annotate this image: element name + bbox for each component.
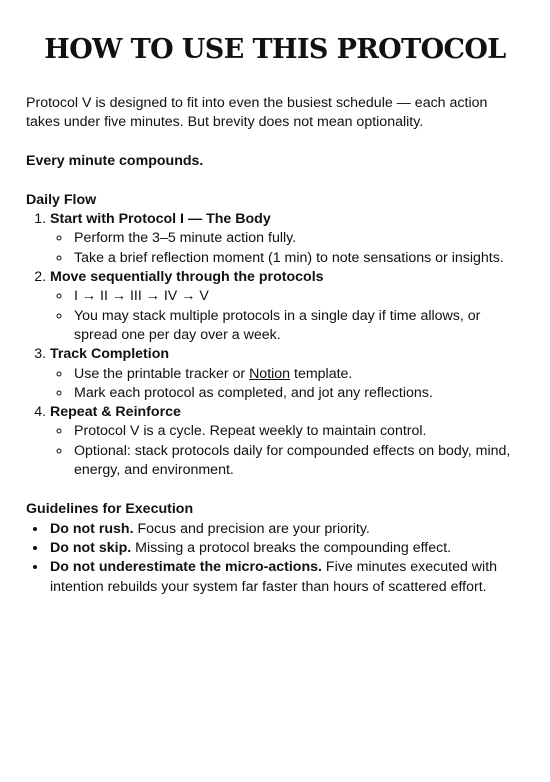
step-title: Repeat & Reinforce <box>50 404 181 421</box>
notion-link[interactable]: Notion <box>249 365 291 382</box>
step-title: Move sequentially through the protocols <box>50 269 324 286</box>
daily-flow-heading: Daily Flow <box>26 191 97 208</box>
page-title: HOW TO USE THIS PROTOCOL <box>44 34 506 65</box>
step-sublist <box>50 365 524 404</box>
guideline-text: Missing a protocol breaks the compounding effect. <box>131 539 452 556</box>
guideline-item <box>48 558 524 597</box>
daily-flow-list <box>26 210 524 480</box>
guideline-text: Five minutes executed with intention rebuilds your system far faster than hours of scattered effort. <box>50 559 498 595</box>
intro-paragraph: Protocol V is designed to fit into even the busiest schedule — each action takes under five minutes. But brevity does not mean optionality. <box>26 95 488 131</box>
guideline-item <box>48 520 524 539</box>
sub-item: ◦ I → II → III → IV → V <box>72 287 524 306</box>
step-sublist <box>50 229 524 268</box>
emphasis-line: Every minute compounds. <box>26 152 204 169</box>
step-item <box>50 210 524 268</box>
sub-item: ◦ Perform the 3–5 minute action fully. <box>72 229 524 248</box>
guideline-item <box>48 539 524 558</box>
sub-item <box>72 365 524 384</box>
step-item <box>50 403 524 480</box>
tracker-text-post: template. <box>290 365 353 382</box>
step-title: Track Completion <box>50 346 170 363</box>
guideline-bold: Do not skip. <box>50 539 132 556</box>
step-item <box>50 345 524 403</box>
step-sublist <box>50 422 524 480</box>
guidelines-list <box>26 520 524 597</box>
tracker-text-pre: Use the printable tracker or <box>74 365 250 382</box>
step-item <box>50 268 524 345</box>
step-sublist <box>50 287 524 345</box>
sub-item: ◦ Take a brief reflection moment (1 min) to note sensations or insights. <box>72 249 524 268</box>
guideline-bold: Do not rush. <box>50 520 134 537</box>
sub-item: ◦ Mark each protocol as completed, and jot any reflections. <box>72 384 524 403</box>
sub-item: ◦ Optional: stack protocols daily for compounded effects on body, mind, energy, and environment. <box>72 442 524 481</box>
sub-item: ◦ You may stack multiple protocols in a single day if time allows, or spread one per day over a week. <box>72 307 524 346</box>
step-title: Start with Protocol I — The Body <box>50 211 271 228</box>
guideline-text: Focus and precision are your priority. <box>133 520 370 537</box>
guidelines-heading: Guidelines for Execution <box>26 501 194 518</box>
guideline-bold: Do not underestimate the micro-actions. <box>50 559 322 576</box>
sub-item: ◦ Protocol V is a cycle. Repeat weekly to maintain control. <box>72 422 524 441</box>
